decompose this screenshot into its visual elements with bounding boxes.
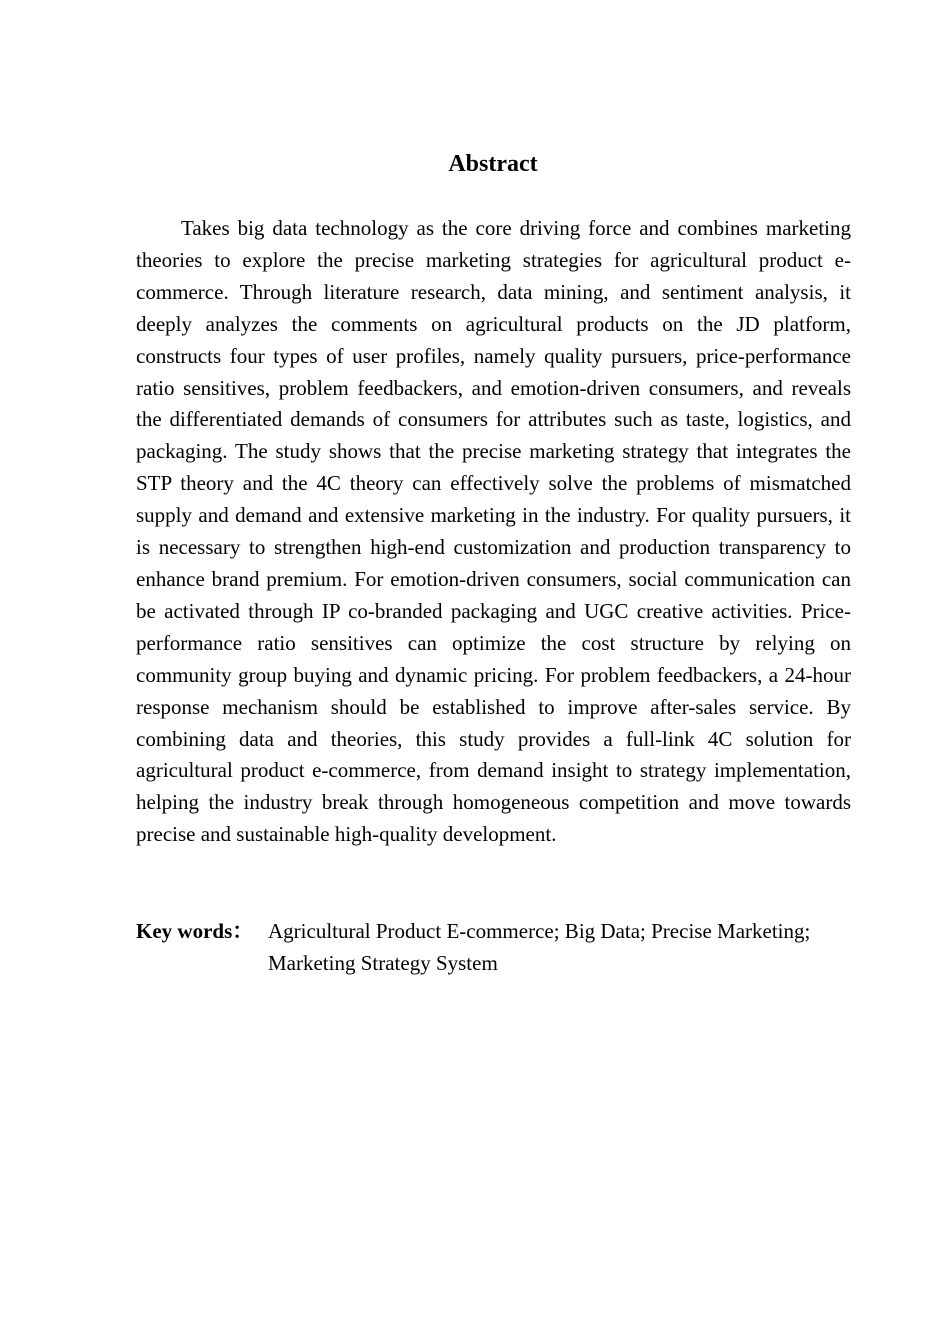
keywords-list: Agricultural Product E-commerce; Big Data; Precise Marketing; Marketing Strategy System <box>268 919 811 975</box>
keywords-section <box>136 915 851 979</box>
keywords-label: Key words： <box>136 919 254 943</box>
abstract-title: Abstract <box>448 151 538 177</box>
abstract-body: Takes big data technology as the core driving force and combines marketing theories to explore the precise marketing strategies for agricultural product e-commerce. Through literature research, data mining, and sentiment analysis, it deeply analyzes the comments on agricultural products on the JD platform, constructs four types of user profiles, namely quality pursuers, price-performance ratio sensitives, problem feedbackers, and emotion-driven consumers, and reveals the differentiated demands of consumers for attributes such as taste, logistics, and packaging. The study shows that the precise marketing strategy that integrates the STP theory and the 4C theory can effectively solve the problems of mismatched supply and demand and extensive marketing in the industry. For quality pursuers, it is necessary to strengthen high-end customization and production transparency to enhance brand premium. For emotion-driven consumers, social communication can be activated through IP co-branded packaging and UGC creative activities. Price-performance ratio sensitives can optimize the cost structure by relying on community group buying and dynamic pricing. For problem feedbackers, a 24-hour response mechanism should be established to improve after-sales service. By combining data and theories, this study provides a full-link 4C solution for agricultural product e-commerce, from demand insight to strategy implementation, helping the industry break through homogeneous competition and move towards precise and sustainable high-quality development. <box>136 216 851 847</box>
keywords-row <box>136 915 851 979</box>
